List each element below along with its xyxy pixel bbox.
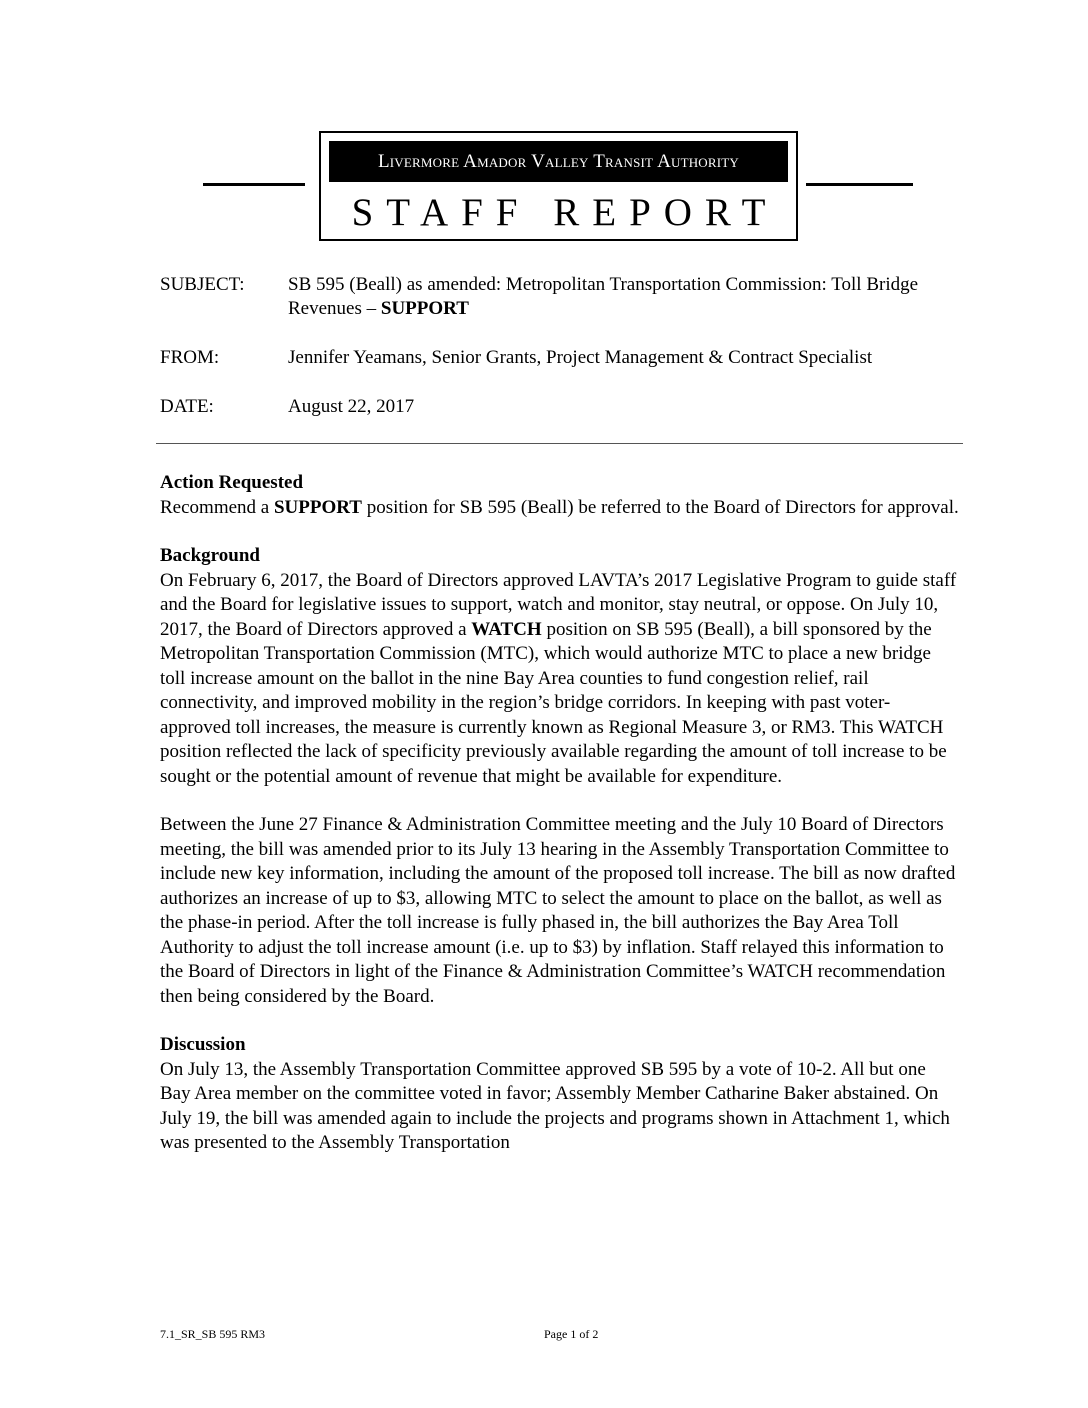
discussion-heading: Discussion: [160, 1034, 246, 1055]
action-text-pre: Recommend a: [160, 496, 274, 518]
discussion-paragraph-1: On July 13, the Assembly Transportation Committee approved SB 595 by a vote of 10-2. All but one Bay Area member on the committee voted in favor; Assembly Member Catharine Baker abstained. On July 19, the bill was amended again to include the projects and programs shown in Attachment 1, which was presented to the Assembly Transportation: [160, 1058, 950, 1153]
report-body: [160, 471, 960, 1156]
subject-value: [288, 273, 963, 321]
letterhead-rule-left: [203, 183, 305, 186]
date-value: August 22, 2017: [288, 396, 415, 417]
letterhead-rule-right: [806, 183, 913, 186]
background-text-post: position on SB 595 (Beall), a bill sponsored by the Metropolitan Transportation Commission (MTC), which would authorize MTC to place a new bridge toll increase amount on the ballot in the nine Bay Area counties to fund congestion relief, rail connectivity, and improved mobility in the region’s bridge corridors. In keeping with past voter-approved toll increases, the measure is currently known as Regional Measure 3, or RM3. This WATCH position reflected the lack of specificity previously available regarding the amount of toll increase to be sought or the potential amount of revenue that might be available for expenditure.: [160, 618, 947, 787]
background-text-pre: On February 6, 2017, the Board of Directors approved LAVTA’s 2017 Legislative Program to guide staff and the Board for legislative issues to support, watch and monitor, stay neutral, or oppose. On July 10, 2017, the Board of Directors approved a: [160, 569, 957, 640]
date-label: DATE:: [160, 396, 214, 417]
background-heading: Background: [160, 545, 260, 566]
subject-label: SUBJECT:: [160, 274, 245, 295]
action-heading: Action Requested: [160, 472, 304, 493]
page-number: Page 1 of 2: [544, 1327, 599, 1341]
document-id: 7.1_SR_SB 595 RM3: [160, 1327, 266, 1341]
action-paragraph: [160, 496, 960, 521]
organization-name: Livermore Amador Valley Transit Authority: [329, 141, 788, 182]
background-position: WATCH: [471, 618, 542, 640]
letterhead-box: [319, 131, 798, 241]
background-paragraph-1: [160, 569, 960, 790]
header-divider: [156, 443, 963, 444]
action-text-post: position for SB 595 (Beall) be referred to the Board of Directors for approval.: [361, 496, 959, 518]
background-paragraph-2: Between the June 27 Finance & Administration Committee meeting and the July 10 Board of Directors meeting, the bill was amended prior to its July 13 hearing in the Assembly Transportation Committee to include new key information, including the amount of the proposed toll increase. The bill as now drafted authorizes an increase of up to $3, allowing MTC to select the amount to place on the ballot, as well as the phase-in period. After the toll increase is fully phased in, the bill authorizes the Bay Area Toll Authority to adjust the toll increase amount (i.e. up to $3) by inflation. Staff relayed this information to the Board of Directors in light of the Finance & Administration Committee’s WATCH recommendation then being considered by the Board.: [160, 814, 956, 1007]
action-position: SUPPORT: [273, 496, 362, 518]
report-title: STAFF REPORT: [351, 191, 779, 234]
subject-position: SUPPORT: [380, 298, 469, 319]
from-label: FROM:: [160, 347, 220, 368]
subject-text: SB 595 (Beall) as amended: Metropolitan Transportation Commission: Toll Bridge Revenues –: [288, 274, 919, 319]
from-value: Jennifer Yeamans, Senior Grants, Project Management & Contract Specialist: [288, 347, 873, 368]
